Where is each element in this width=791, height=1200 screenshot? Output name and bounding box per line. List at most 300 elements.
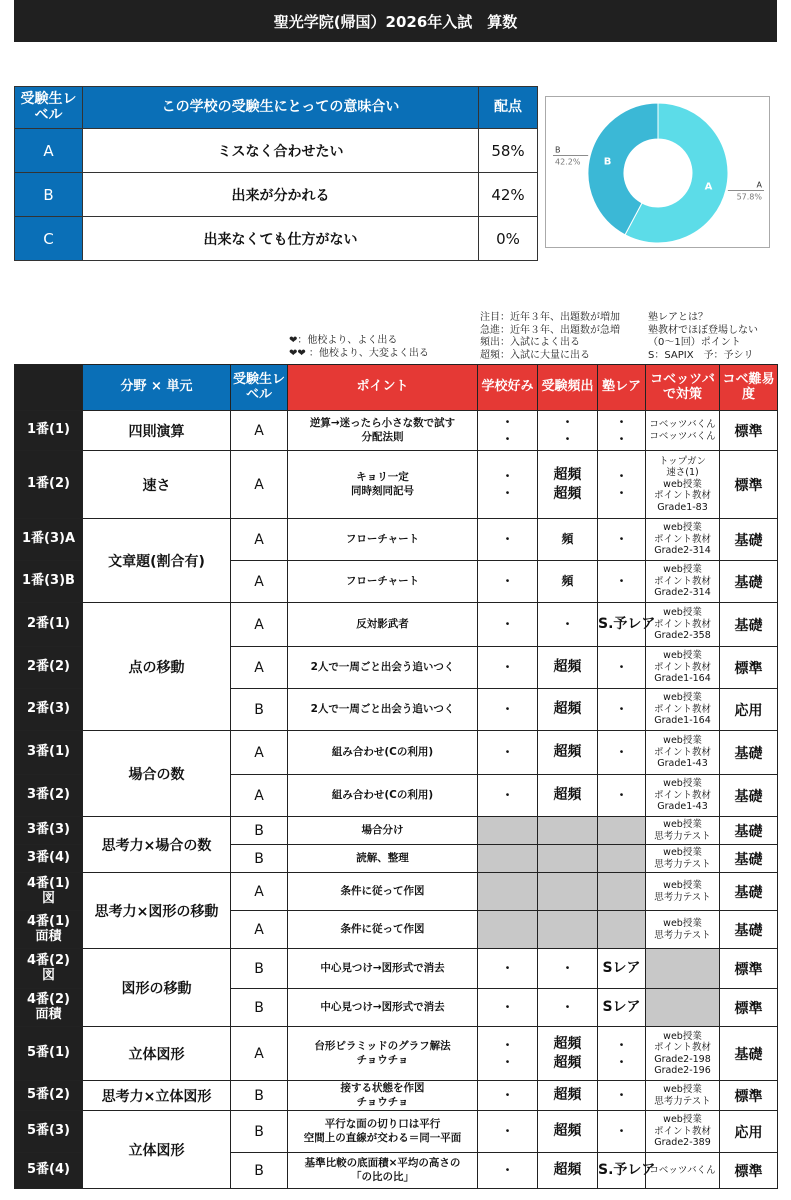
difficulty-cell: 基礎 (720, 603, 778, 647)
cell-line: web授業 (663, 478, 702, 490)
point-cell (288, 603, 478, 647)
school-pref-cell (478, 989, 538, 1027)
school-pref-cell (478, 647, 538, 689)
cell-line: 台形ピラミッドのグラフ解法 (314, 1039, 451, 1052)
school-pref-cell (478, 775, 538, 817)
exam-freq-cell (538, 411, 598, 451)
cell-line: ・ (561, 1000, 574, 1015)
cell-line: ・ (501, 788, 514, 803)
cell-line: S.予レア (598, 616, 656, 633)
question-number: 5番(3) (15, 1111, 83, 1153)
juku-rare-cell (598, 519, 646, 561)
frequency-legend-3: 頻出：入試によく出る (480, 337, 580, 348)
cell-line: 超頻 (553, 1054, 582, 1071)
cell-line: web授業 (663, 1030, 702, 1042)
cell-line: ・ (561, 431, 574, 446)
number-header (15, 365, 83, 411)
rare-legend-1: 塾レアとは？ (648, 312, 708, 323)
donut-value-label: 42.2% (555, 157, 581, 167)
question-row (15, 949, 778, 989)
cell-line: 超頻 (553, 787, 582, 804)
school-pref-cell (478, 949, 538, 989)
cell-line: ・ (501, 1088, 514, 1103)
level-cell: B (231, 1081, 288, 1111)
cell-line: ・ (615, 660, 628, 675)
cell-line: Sレア (602, 960, 641, 977)
question-row (15, 451, 778, 519)
rare-legend-3: （0～1回）ポイント (648, 337, 741, 348)
kobe-measure-header: コベッツバで対策 (646, 365, 720, 411)
difficulty-cell: 標準 (720, 451, 778, 519)
cell-line: ・ (501, 415, 514, 430)
kobe-measure-cell (646, 989, 720, 1027)
cell-line: Grade1-164 (654, 673, 711, 685)
juku-rare-cell (598, 561, 646, 603)
level-cell: A (231, 731, 288, 775)
points-header: 配点 (479, 87, 538, 129)
cell-line: ・ (501, 1000, 514, 1015)
cell-line: ・ (615, 702, 628, 717)
level-cell: B (231, 949, 288, 989)
cell-line: Grade2-314 (654, 545, 711, 557)
cell-line: ・ (501, 574, 514, 589)
cell-line: ・ (615, 574, 628, 589)
level-cell: A (231, 519, 288, 561)
title-text: 聖光学院(帰国）2026年入試 算数 (273, 12, 518, 31)
cell-line: web授業 (663, 819, 702, 831)
exam-freq-cell (538, 949, 598, 989)
question-number: 3番(4) (15, 845, 83, 873)
cell-line: 超頻 (553, 744, 582, 761)
cell-line: web授業 (663, 1084, 702, 1096)
donut-chart (545, 96, 770, 248)
questions-table (14, 364, 778, 1189)
level-cell: B (231, 989, 288, 1027)
cell-line: ・ (615, 485, 628, 500)
cell-line: ・ (561, 617, 574, 632)
school-pref-cell (478, 1027, 538, 1081)
school-pref-cell (478, 845, 538, 873)
juku-rare-cell (598, 845, 646, 873)
cell-line: ・ (501, 1124, 514, 1139)
cell-line: 思考力テスト (654, 891, 711, 903)
school-pref-cell (478, 1111, 538, 1153)
cell-line: ・ (615, 1124, 628, 1139)
question-number: 3番(3) (15, 817, 83, 845)
school-pref-header: 学校好み (478, 365, 538, 411)
level-cell: A (231, 911, 288, 949)
school-pref-cell (478, 1081, 538, 1111)
school-pref-cell (478, 689, 538, 731)
kobe-measure-cell (646, 1081, 720, 1111)
cell-line: ・ (501, 431, 514, 446)
point-cell (288, 1111, 478, 1153)
question-number: 1番(1) (15, 411, 83, 451)
juku-rare-cell (598, 731, 646, 775)
juku-rare-cell (598, 949, 646, 989)
cell-line: Grade1-83 (657, 501, 708, 513)
juku-rare-cell (598, 411, 646, 451)
exam-freq-cell (538, 451, 598, 519)
cell-line: Grade2-314 (654, 587, 711, 599)
cell-line: Grade1-43 (657, 801, 708, 813)
exam-freq-cell (538, 519, 598, 561)
exam-freq-cell (538, 1081, 598, 1111)
kobe-measure-cell (646, 1111, 720, 1153)
question-row (15, 873, 778, 911)
cell-line: ポイント教材 (653, 618, 711, 630)
donut-slice-label: A (704, 181, 713, 193)
cell-line: ・ (561, 415, 574, 430)
difficulty-cell: 標準 (720, 949, 778, 989)
exam-freq-header: 受験頻出 (538, 365, 598, 411)
school-pref-cell (478, 561, 538, 603)
unit-cell: 図形の移動 (83, 949, 231, 1027)
question-number: 2番(3) (15, 689, 83, 731)
difficulty-cell: 基礎 (720, 519, 778, 561)
juku-rare-cell (598, 873, 646, 911)
cell-line: 超頻 (553, 466, 582, 483)
donut-category-label: B (555, 145, 561, 155)
juku-rare-cell (598, 1153, 656, 1189)
cell-line: コベッツバくん (649, 430, 716, 442)
point-header: ポイント (288, 365, 478, 411)
cell-line: ・ (615, 1038, 628, 1053)
cell-line: 条件に従って作図 (340, 884, 425, 897)
difficulty-cell: 応用 (720, 689, 778, 731)
cell-line: ・ (615, 469, 628, 484)
cell-line: 2人で一周ごと出会う追いつく (310, 660, 455, 673)
unit-cell: 立体図形 (83, 1027, 231, 1081)
cell-line: 思考力テスト (654, 1095, 711, 1107)
cell-line: ポイント教材 (653, 575, 711, 587)
question-number: 5番(1) (15, 1027, 83, 1081)
point-cell (288, 689, 478, 731)
point-cell (288, 647, 478, 689)
juku-rare-cell (598, 775, 646, 817)
rare-legend (648, 312, 758, 362)
cell-line: Sレア (602, 999, 641, 1016)
cell-line: ・ (501, 660, 514, 675)
level-cell: A (231, 411, 288, 451)
exam-freq-cell (538, 845, 598, 873)
unit-header: 分野 × 単元 (83, 365, 231, 411)
kobe-measure-cell (646, 845, 720, 873)
kobe-measure-cell (646, 647, 720, 689)
juku-rare-cell (598, 817, 646, 845)
cell-line: 同時刻同記号 (351, 484, 414, 497)
cell-line: web授業 (663, 778, 702, 790)
difficulty-cell: 基礎 (720, 731, 778, 775)
cell-line: 2人で一周ごと出会う追いつく (310, 702, 455, 715)
kobe-measure-cell (646, 451, 720, 519)
cell-line: 面積 (35, 928, 62, 944)
exam-freq-cell (538, 561, 598, 603)
school-pref-cell (478, 873, 538, 911)
rare-legend-4: S：SAPIX 予：予シリ (648, 349, 754, 361)
difficulty-cell: 標準 (720, 1153, 778, 1189)
unit-cell: 速さ (83, 451, 231, 519)
cell-line: 4番(2) (27, 992, 70, 1008)
school-pref-cell (478, 451, 538, 519)
cell-line: Grade2-198 (654, 1053, 711, 1065)
donut-slice-label: B (603, 156, 612, 168)
level-cell: A (231, 647, 288, 689)
cell-line: ・ (615, 532, 628, 547)
frequency-legend-2: 急進：近年３年、出題数が急増 (480, 324, 620, 336)
level-cell: A (15, 129, 83, 173)
school-pref-cell (478, 1153, 538, 1189)
points-cell: 58% (479, 129, 538, 173)
level-row-c (15, 217, 538, 261)
school-pref-cell (478, 731, 538, 775)
juku-rare-cell (598, 989, 646, 1027)
cell-line: 組み合わせ(Cの利用) (331, 745, 434, 758)
cell-line: web授業 (663, 735, 702, 747)
cell-line: ポイント教材 (653, 1042, 711, 1054)
cell-line: ポイント教材 (653, 661, 711, 673)
cell-line: ・ (615, 415, 628, 430)
cell-line: 超頻 (553, 659, 582, 676)
juku-rare-cell (598, 689, 646, 731)
cell-line: 「の比の比」 (351, 1170, 414, 1183)
question-row (15, 603, 778, 647)
difficulty-cell: 基礎 (720, 845, 778, 873)
point-cell (288, 911, 478, 949)
level-cell: B (231, 817, 288, 845)
cell-line: 超頻 (553, 1123, 582, 1140)
kobe-measure-cell (646, 873, 720, 911)
kobe-measure-cell (646, 1153, 720, 1189)
unit-cell: 思考力×立体図形 (83, 1081, 231, 1111)
cell-line: 4番(1) (27, 914, 70, 930)
rare-legend-2: 塾教材でほぼ登場しない (648, 324, 758, 336)
cell-line: Grade1-164 (654, 715, 711, 727)
difficulty-cell: 基礎 (720, 817, 778, 845)
cell-line: ・ (501, 1054, 514, 1069)
point-cell (288, 1081, 478, 1111)
kobe-difficulty-header: コベ難易度 (720, 365, 778, 411)
cell-line: ポイント教材 (653, 1125, 711, 1137)
cell-line: ポイント教材 (653, 746, 711, 758)
unit-cell: 場合の数 (83, 731, 231, 817)
meaning-cell: 出来が分かれる (83, 173, 479, 217)
cell-line: ポイント教材 (653, 490, 711, 502)
point-cell (288, 873, 478, 911)
frequency-legend (480, 312, 620, 362)
school-pref-cell (478, 911, 538, 949)
juku-rare-header: 塾レア (598, 365, 646, 411)
exam-freq-cell (538, 1027, 598, 1081)
school-pref-cell (478, 411, 538, 451)
unit-cell: 立体図形 (83, 1111, 231, 1189)
difficulty-cell: 基礎 (720, 775, 778, 817)
kobe-measure-cell (646, 817, 720, 845)
point-cell (288, 949, 478, 989)
cell-line: Grade1-43 (657, 758, 708, 770)
cell-line: 速さ(1) (666, 467, 699, 479)
level-row-b (15, 173, 538, 217)
cell-line: ポイント教材 (653, 533, 711, 545)
cell-line: 読解、整理 (356, 851, 409, 864)
question-row (15, 817, 778, 845)
difficulty-cell: 標準 (720, 1081, 778, 1111)
difficulty-cell: 応用 (720, 1111, 778, 1153)
exam-freq-cell (538, 989, 598, 1027)
heart-legend-2: ❤❤ ：他校より、大変よく出る (289, 347, 429, 359)
point-cell (288, 989, 478, 1027)
question-number: 1番(2) (15, 451, 83, 519)
question-number: 2番(1) (15, 603, 83, 647)
exam-freq-cell (538, 911, 598, 949)
cell-line: ・ (501, 469, 514, 484)
question-number (15, 911, 83, 949)
unit-cell: 思考力×場合の数 (83, 817, 231, 873)
point-cell (288, 561, 478, 603)
cell-line: 図 (41, 890, 55, 906)
cell-line: 組み合わせ(Cの利用) (331, 788, 434, 801)
level-header: 受験生レベル (15, 87, 83, 129)
cell-line: キョリ一定 (356, 470, 409, 483)
cell-line: ・ (615, 745, 628, 760)
cell-line: ・ (501, 1038, 514, 1053)
cell-line: web授業 (663, 522, 702, 534)
point-cell (288, 411, 478, 451)
question-number (15, 949, 83, 989)
donut-value-label: 57.8% (736, 192, 762, 202)
cell-line: ・ (615, 431, 628, 446)
juku-rare-cell (598, 911, 646, 949)
juku-rare-cell (598, 647, 646, 689)
cell-line: S.予レア (598, 1162, 656, 1179)
cell-line: 平行な面の切り口は平行 (324, 1117, 441, 1130)
kobe-measure-cell (646, 731, 720, 775)
cell-line: web授業 (663, 847, 702, 859)
heart-legend-1: ❤：他校より、よく出る (289, 335, 398, 346)
cell-line: 頻 (561, 574, 574, 589)
point-cell (288, 845, 478, 873)
kobe-measure-cell (646, 1027, 720, 1081)
level-cell: A (231, 873, 288, 911)
unit-cell: 四則演算 (83, 411, 231, 451)
cell-line: 超頻 (553, 701, 582, 718)
cell-line: web授業 (663, 880, 702, 892)
cell-line: フローチャート (345, 574, 420, 587)
cell-line: ・ (501, 745, 514, 760)
cell-line: 超頻 (553, 1035, 582, 1052)
difficulty-cell: 基礎 (720, 911, 778, 949)
exam-freq-cell (538, 603, 598, 647)
cell-line: ・ (561, 961, 574, 976)
cell-line: 思考力テスト (654, 830, 711, 842)
school-pref-cell (478, 817, 538, 845)
kobe-measure-cell (646, 775, 720, 817)
juku-rare-cell (598, 603, 656, 647)
question-row (15, 1081, 778, 1111)
cell-line: チョウチョ (356, 1095, 409, 1108)
cell-line: ・ (501, 1163, 514, 1178)
question-number: 1番(3)B (15, 561, 83, 603)
heart-legend (289, 335, 429, 360)
meaning-cell: ミスなく合わせたい (83, 129, 479, 173)
cell-line: チョウチョ (356, 1053, 409, 1066)
juku-rare-cell (598, 1111, 646, 1153)
level-cell: B (15, 173, 83, 217)
frequency-legend-4: 超頻：入試に大量に出る (480, 349, 590, 361)
exam-freq-cell (538, 731, 598, 775)
meaning-cell: 出来なくても仕方がない (83, 217, 479, 261)
cell-line: web授業 (663, 650, 702, 662)
meaning-header: この学校の受験生にとっての意味合い (83, 87, 479, 129)
cell-line: web授業 (663, 692, 702, 704)
exam-freq-cell (538, 817, 598, 845)
exam-freq-cell (538, 873, 598, 911)
question-number: 3番(1) (15, 731, 83, 775)
level-row-a (15, 129, 538, 173)
school-pref-cell (478, 603, 538, 647)
exam-freq-cell (538, 647, 598, 689)
cell-line: フローチャート (345, 532, 420, 545)
cell-line: 思考力テスト (654, 929, 711, 941)
juku-rare-cell (598, 451, 646, 519)
point-cell (288, 731, 478, 775)
cell-line: Grade2-196 (654, 1064, 711, 1076)
cell-line: web授業 (663, 607, 702, 619)
cell-line: ・ (501, 485, 514, 500)
cell-line: 図 (41, 967, 55, 983)
cell-line: 超頻 (553, 485, 582, 502)
cell-line: 接する状態を作図 (340, 1081, 425, 1094)
level-cell: A (231, 561, 288, 603)
question-number: 5番(2) (15, 1081, 83, 1111)
cell-line: コベッツバくん (649, 419, 716, 431)
exam-freq-cell (538, 1153, 598, 1189)
donut-category-label: A (756, 180, 762, 190)
level-cell: A (231, 603, 288, 647)
cell-line: ・ (501, 702, 514, 717)
cell-line: トップガン (658, 456, 707, 468)
question-row (15, 519, 778, 561)
kobe-measure-cell (646, 519, 720, 561)
question-number (15, 873, 83, 911)
level-cell: A (231, 775, 288, 817)
cell-line: 4番(2) (27, 953, 70, 969)
donut-chart-svg (546, 97, 771, 249)
cell-line: 場合分け (361, 823, 404, 836)
point-cell (288, 817, 478, 845)
unit-cell: 点の移動 (83, 603, 231, 731)
cell-line: 頻 (561, 532, 574, 547)
cell-line: ポイント教材 (653, 789, 711, 801)
cell-line: 条件に従って作図 (340, 922, 425, 935)
cell-line: 中心見つけ→図形式で消去 (320, 961, 445, 974)
kobe-measure-cell (646, 949, 720, 989)
point-cell (288, 775, 478, 817)
difficulty-cell: 標準 (720, 647, 778, 689)
cell-line: 超頻 (553, 1087, 582, 1104)
level-table (14, 86, 538, 261)
exam-freq-cell (538, 1111, 598, 1153)
kobe-measure-cell (646, 411, 720, 451)
question-number: 2番(2) (15, 647, 83, 689)
cell-line: ・ (615, 1054, 628, 1069)
cell-line: 4番(1) (27, 876, 70, 892)
level-cell: C (15, 217, 83, 261)
cell-line: Grade2-358 (654, 630, 711, 642)
cell-line: web授業 (663, 918, 702, 930)
cell-line: Grade2-389 (654, 1137, 711, 1149)
point-cell (288, 1153, 478, 1189)
